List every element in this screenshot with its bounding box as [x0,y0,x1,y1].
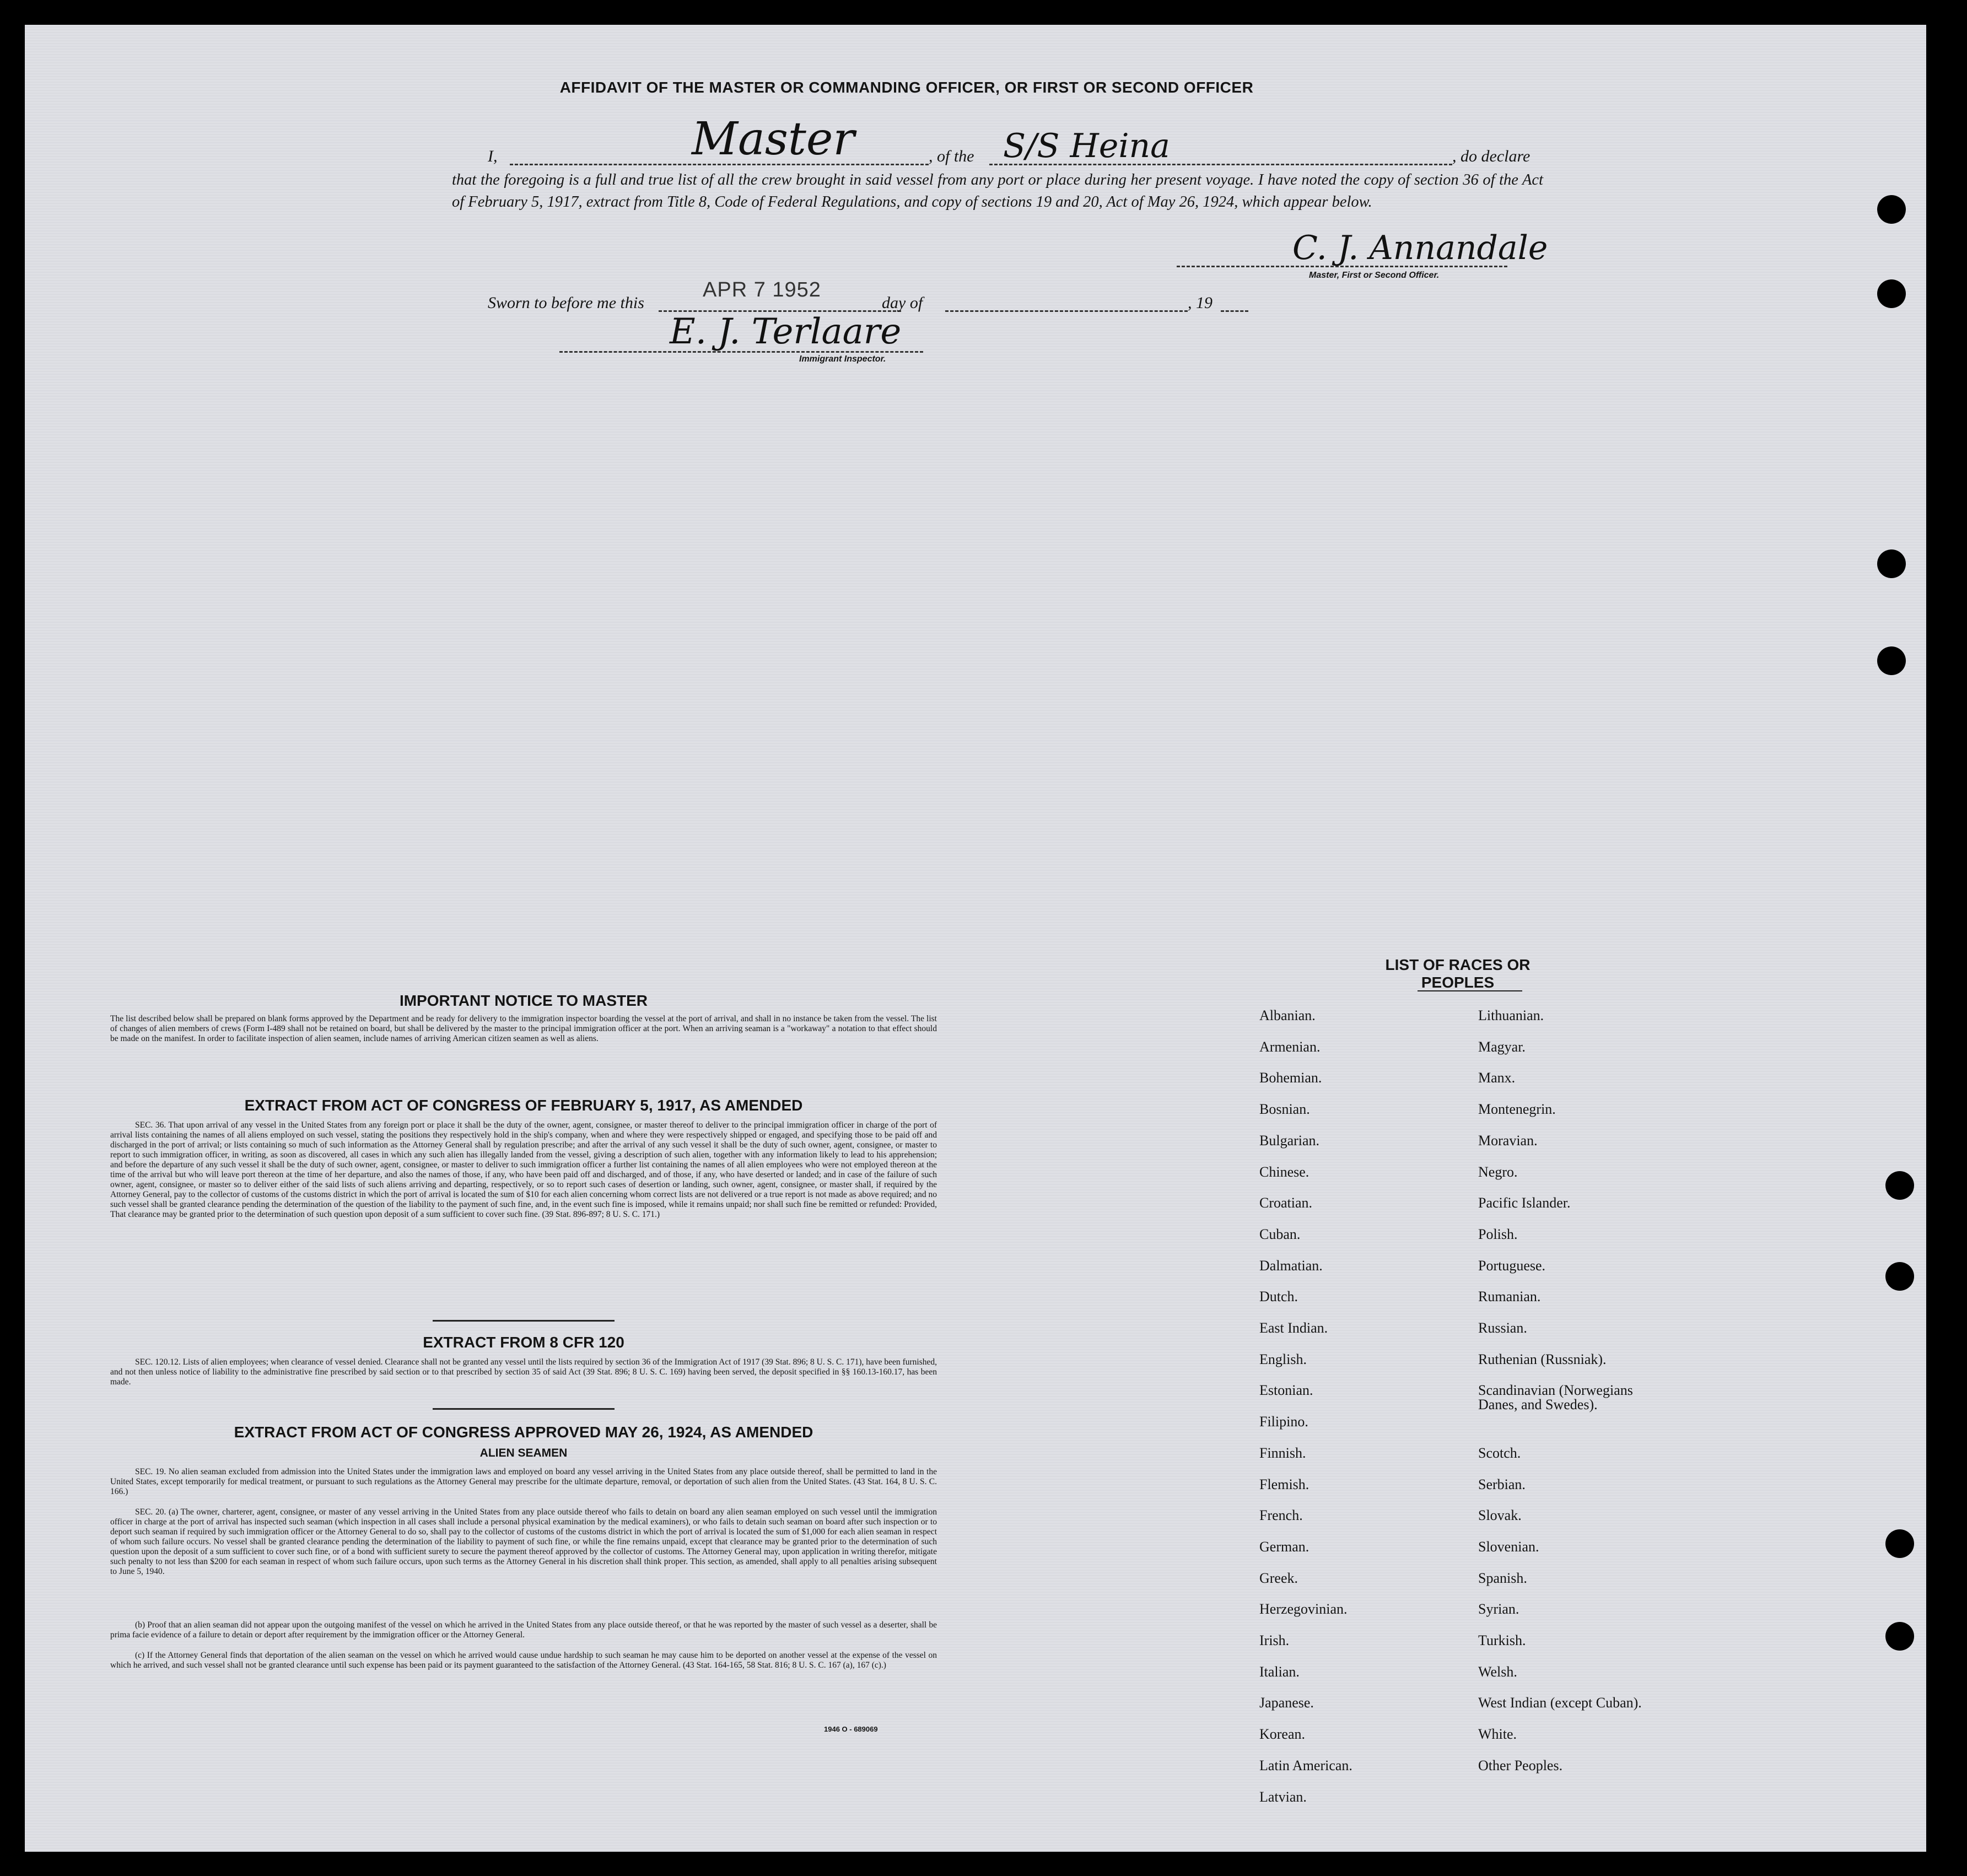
race-item: Serbian. [1478,1476,1526,1492]
race-item: Irish. [1259,1632,1290,1648]
year-blank [1221,310,1248,312]
handwritten-vessel: S/S Heina [1003,127,1170,165]
extract-1917-title: EXTRACT FROM ACT OF CONGRESS OF FEBRUARY 5, 1917, AS AMENDED [244,1097,803,1114]
master-caption: Master, First or Second Officer. [1309,271,1440,280]
affidavit-i-label: I, [488,147,498,165]
race-item: Latvian. [1259,1788,1307,1805]
year-label: , 19 [1188,294,1212,312]
inspector-caption: Immigrant Inspector. [799,354,886,364]
race-item: Turkish. [1478,1632,1526,1648]
race-item: Syrian. [1478,1601,1519,1618]
race-item: Finnish. [1259,1444,1306,1461]
race-item: Latin American. [1259,1757,1352,1773]
race-item: Negro. [1478,1163,1518,1180]
day-of-label: day of [882,294,923,312]
race-item: Croatian. [1259,1195,1313,1211]
race-item: Slovenian. [1478,1538,1539,1555]
race-item: Cuban. [1259,1226,1301,1242]
extract-1924-subtitle: ALIEN SEAMEN [479,1447,568,1459]
races-title-rule [1418,990,1522,991]
race-item: Korean. [1259,1726,1306,1743]
race-item: Moravian. [1478,1132,1538,1149]
affidavit-body: that the foregoing is a full and true list of all the crew brought in said vessel from any port or place during her present voyage. I have noted the copy of section 36 of the Act of February 5, 1917, extract from Title 8, Code of Federal Regulations, and copy of sections 19 and 20, Act of May 26, 1924, which appear below. [452,171,1543,211]
race-item: Rumanian. [1478,1289,1541,1305]
race-item: Scandinavian (Norwegians Danes, and Swedes). [1478,1382,1633,1413]
binder-hole [1877,279,1906,308]
extract-8cfr-text: SEC. 120.12. Lists of alien employees; when clearance of vessel denied. Clearance shall not be granted any vessel until the lists required by section 36 of the Immigration Act of 1917 (39 Stat. 896; 8 U. S. C. 171), have been furnished, and not then unless notice of liability to the administrative fine prescribed by said section or to that prescribed by section 35 of said Act (39 Stat. 896; 8 U. S. C. 169) having been served, the deposit specified in §§ 160.13-160.17, has been made. [110,1357,937,1387]
binder-hole [1885,1171,1914,1200]
master-signature: C. J. Annandale [1292,229,1548,267]
race-item: Dalmatian. [1259,1257,1323,1274]
document-page [25,25,1926,1852]
do-declare-label: , do declare [1452,147,1531,165]
race-item: Scotch. [1478,1444,1521,1461]
race-item: Albanian. [1259,1007,1316,1023]
races-title: LIST OF RACES OR PEOPLES [1385,956,1531,991]
print-code: 1946 O - 689069 [824,1725,878,1733]
of-the-label: , of the [929,147,974,165]
race-item: Welsh. [1478,1663,1517,1680]
race-item: Magyar. [1478,1038,1526,1055]
race-item: Other Peoples. [1478,1757,1563,1773]
section-divider [433,1320,615,1322]
extract-1924-sec20b: (b) Proof that an alien seaman did not appear upon the outgoing manifest of the vessel on which he arrived in the United States from any place outside thereof, or that he was reported by the master of such vessel as a deserter, shall be prima facie evidence of a failure to detain or deport after requirement by the immigration officer or the Attorney General. [110,1620,937,1640]
race-item: English. [1259,1351,1307,1367]
race-item: Slovak. [1478,1507,1522,1524]
race-item: Russian. [1478,1320,1527,1336]
extract-8cfr-title: EXTRACT FROM 8 CFR 120 [423,1334,624,1351]
race-item: Herzegovinian. [1259,1601,1348,1618]
race-item: Polish. [1478,1226,1518,1242]
race-item: Portuguese. [1478,1257,1546,1274]
race-item: Bosnian. [1259,1101,1310,1118]
extract-1917-text: SEC. 36. That upon arrival of any vessel in the United States from any foreign port or place it shall be the duty of the owner, agent, consignee, or master thereof to deliver to the principal immigration officer in charge of the port of arrival lists containing the names of all aliens employed on such vessel, stating the positions they respectively hold in the ship's company, when and where they were respectively shipped or engaged, and specifying those to be paid off and discharged in the port of arrival; or lists containing so much of such information as the Attorney General shall by regulation prescribe; and after the arrival of any such vessel it shall be the duty of such owner, agent, consignee, or master to report to such immigration officer, in writing, as soon as discovered, all cases in which any such alien has illegally landed from the vessel, giving a description of such alien, together with any information likely to lead to his apprehension; and before the departure of any such vessel it shall be the duty of such owner, agent, consignee, or master to deliver to such immigration officer a further list containing the names of all alien employees who were not employed thereon at the time of the arrival but who will leave port thereon at the time of her departure, and also the names of those, if any, who have been paid off and discharged, and of those, if any, who have deserted or landed; and in case of the failure of such owner, agent, consignee, or master so to deliver either of the said lists of such aliens arriving and departing, respectively, or so to report such cases of desertion or landing, such owner, agent, consignee, or master shall, if required by the Attorney General, pay to the collector of customs of the customs district in which the port of arrival is located the sum of $10 for each alien concerning whom correct lists are not delivered or a true report is not made as above required; and no such vessel shall be granted clearance pending the determination of the question of the liability to the payment of such fine, and, in the event such fine is imposed, while it remains unpaid; nor shall such fine be remitted or refunded: Provided, That clearance may be granted prior to the determination of such question upon deposit of a sum sufficient to cover such fine. (39 Stat. 896-897; 8 U. S. C. 171.) [110,1120,937,1219]
race-item: German. [1259,1538,1309,1555]
race-item: Spanish. [1478,1570,1527,1586]
race-item: Flemish. [1259,1476,1309,1492]
date-stamp: APR 7 1952 [703,278,821,301]
race-item: Ruthenian (Russniak). [1478,1351,1607,1367]
handwritten-rank: Master [692,113,855,165]
race-item: Armenian. [1259,1038,1321,1055]
binder-hole [1885,1529,1914,1558]
race-item: East Indian. [1259,1320,1328,1336]
notice-title: IMPORTANT NOTICE TO MASTER [399,992,648,1009]
binder-hole [1877,549,1906,578]
race-item: Bulgarian. [1259,1132,1320,1149]
race-item: Italian. [1259,1663,1300,1680]
binder-hole [1885,1262,1914,1291]
binder-hole [1885,1622,1914,1651]
race-item: Greek. [1259,1570,1298,1586]
notice-text: The list described below shall be prepared on blank forms approved by the Department and be ready for delivery to the immigration inspector boarding the vessel at the port of arrival, and shall in no instance be taken from the vessel. The list of changes of alien members of crews (Form I-489 shall not be retained on board, but shall be delivered by the master to the principal immigration officer at the port. When an arriving seaman is a "workaway" a notation to that effect should be made on the manifest. In order to facilitate inspection of alien seamen, include names of arriving American citizen seamen as well as aliens. [110,1014,937,1043]
extract-1924-sec20c: (c) If the Attorney General finds that deportation of the alien seaman on the vessel on which he arrived would cause undue hardship to such seaman he may cause him to be deported on another vessel at the expense of the vessel on which he arrived, and such vessel shall not be granted clearance until such expense has been paid or its payment guaranteed to the satisfaction of the Attorney General. (43 Stat. 164-165, 58 Stat. 816; 8 U. S. C. 167 (a), 167 (c).) [110,1651,937,1670]
race-item: Chinese. [1259,1163,1309,1180]
race-item: French. [1259,1507,1303,1524]
extract-1924-sec20a: SEC. 20. (a) The owner, charterer, agent, consignee, or master of any vessel arriving in the United States from any place outside thereof who fails to detain on board any alien seaman employed on such vessel until the immigration officer in charge at the port of arrival has inspected such seaman (which inspection in all cases shall include a personal physical examination by the medical examiners), or who fails to detain such seaman on board after such inspection or to deport such seaman if required by such immigration officer or the Attorney General to do so, shall pay to the collector of customs of the customs district in which the port of arrival is located the sum of $1,000 for each alien seaman in respect of whom such failure occurs. No vessel shall be granted clearance pending the determination of the liability to payment of such fine, or while the fine remains unpaid, except that clearance may be granted prior to the determination of such question upon the deposit of a sum sufficient to cover such fine, or of a bond with sufficient surety to secure the payment thereof approved by the collector of customs. The Attorney General may, upon application in writing therefor, mitigate such penalty to not less than $200 for each seaman in respect of whom such failure occurs, upon such terms as the Attorney General in his discretion shall think proper. This section, as amended, shall apply to all penalties arising subsequent to June 5, 1940. [110,1507,937,1576]
section-divider [433,1408,615,1410]
race-item: Montenegrin. [1478,1101,1556,1118]
race-item: Manx. [1478,1070,1516,1086]
binder-hole [1877,195,1906,224]
race-item: Filipino. [1259,1414,1308,1430]
race-item: Lithuanian. [1478,1007,1544,1023]
extract-1924-title: EXTRACT FROM ACT OF CONGRESS APPROVED MAY 26, 1924, AS AMENDED [234,1424,813,1441]
sworn-label: Sworn to before me this [488,294,644,312]
race-item: Japanese. [1259,1695,1314,1711]
race-item: Pacific Islander. [1478,1195,1571,1211]
race-item: White. [1478,1726,1517,1743]
race-item: Dutch. [1259,1289,1298,1305]
extract-1924-sec19: SEC. 19. No alien seaman excluded from admission into the United States under the immigration laws and employed on board any vessel arriving in the United States from any place outside thereof, shall be permitted to land in the United States, except temporarily for medical treatment, or pursuant to such regulations as the Attorney General may prescribe for the ultimate departure, removal, or deportation of such alien from the United States. (43 Stat. 164, 8 U. S. C. 166.) [110,1467,937,1496]
affidavit-title: AFFIDAVIT OF THE MASTER OR COMMANDING OFFICER, OR FIRST OR SECOND OFFICER [559,79,1254,96]
race-item: Bohemian. [1259,1070,1322,1086]
race-item: West Indian (except Cuban). [1478,1695,1642,1711]
inspector-signature: E. J. Terlaare [670,311,902,352]
binder-hole [1877,646,1906,675]
race-item: Estonian. [1259,1382,1313,1399]
month-blank [945,310,1188,312]
